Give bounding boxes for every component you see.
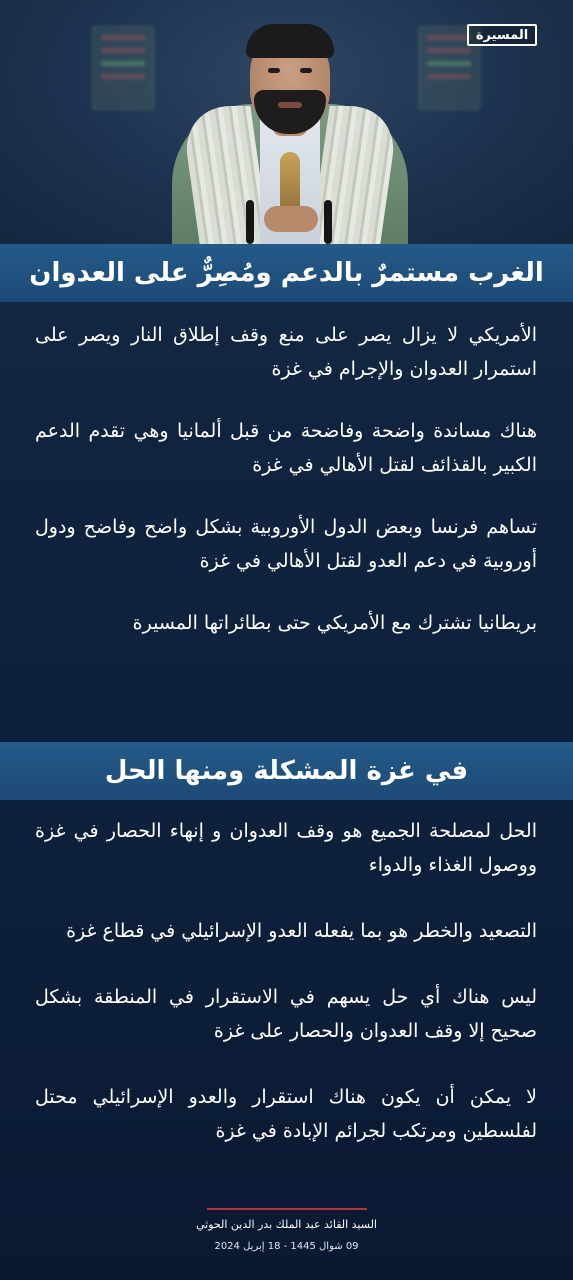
section-1-paragraph-4: بريطانيا تشترك مع الأمريكي حتى بطائراتها المسيرة: [132, 612, 537, 634]
section-2-paragraph-3: ليس هناك أي حل يسهم في الاستقرار في المنطقة بشكل صحيح إلا وقف العدوان والحصار على غزة: [35, 986, 537, 1042]
section-1-title: الغرب مستمرٌ بالدعم ومُصِرٌّ على العدوان: [29, 258, 544, 288]
brand-logo: المسيرة: [467, 24, 537, 46]
microphone-icon: [246, 200, 254, 244]
section-2-title: في غزة المشكلة ومنها الحل: [104, 756, 469, 786]
footer-divider: [207, 1208, 367, 1210]
section-2-paragraph-4: لا يمكن أن يكون هناك استقرار والعدو الإسرائيلي محتل لفلسطين ومرتكب لجرائم الإبادة في غزة: [35, 1086, 537, 1142]
speaker-portrait: [172, 20, 408, 244]
section-2-body: [35, 814, 537, 1180]
background-banner-left: [92, 26, 154, 110]
hero-image: [0, 0, 573, 244]
microphone-icon: [324, 200, 332, 244]
section-1-body: [35, 318, 537, 668]
section-2-title-bar: [0, 742, 573, 800]
footer: [0, 1208, 573, 1255]
section-1-paragraph-3: تساهم فرنسا وبعض الدول الأوروبية بشكل واضح وفاضح ودول أوروبية في دعم العدو لقتل الأهالي في غزة: [35, 516, 537, 572]
section-1-title-bar: [0, 244, 573, 302]
speaker-name: السيد القائد عبد الملك بدر الدين الحوثي: [196, 1218, 377, 1231]
section-1-paragraph-2: هناك مساندة واضحة وفاضحة من قبل ألمانيا وهي تقدم الدعم الكبير بالقذائف لقتل الأهالي في غزة: [35, 420, 537, 476]
section-1-paragraph-1: الأمريكي لا يزال يصر على منع وقف إطلاق النار ويصر على استمرار العدوان والإجرام في غزة: [35, 324, 537, 380]
publish-date: 09 شوال 1445 - 18 إبريل 2024: [214, 1241, 359, 1252]
section-2-paragraph-2: التصعيد والخطر هو بما يفعله العدو الإسرائيلي في قطاع غزة: [66, 920, 537, 942]
section-2-paragraph-1: الحل لمصلحة الجميع هو وقف العدوان و إنهاء الحصار في غزة ووصول الغذاء والدواء: [35, 820, 537, 876]
